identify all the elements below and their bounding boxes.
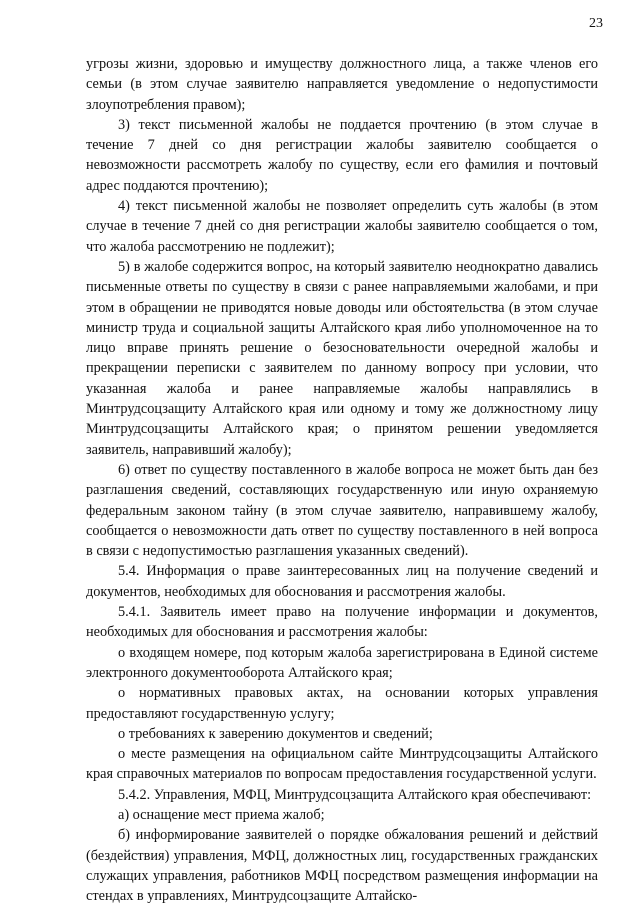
- page-number: 23: [589, 16, 603, 31]
- list-item-website: о месте размещения на официальном сайте Минтрудсоцзащиты Алтайского края справочных материалов по вопросам предоставления государственной услуги.: [86, 746, 598, 783]
- list-item-legal-acts: о нормативных правовых актах, на основании которых управления предоставляют государственную услугу;: [86, 685, 598, 722]
- list-item-b: б) информирование заявителей о порядке обжалования решений и действий (бездействия) управления, МФЦ, должностных лиц, государственных гражданских служащих управления, работников МФЦ посредством размещения информации на стендах в управлениях, Минтрудсоцзащите Алтайско-: [86, 827, 598, 905]
- paragraph-item-5: 5) в жалобе содержится вопрос, на который заявителю неоднократно давались письменные ответы по существу в связи с ранее направляемыми жалобами, и при этом в обращении не приводятся новые доводы или обстоятельства (в этом случае министр труда и социальной защиты Алтайского края либо уполномоченное на то лицо вправе принять решение о безосновательности очередной жалобы и прекращении переписки с заявителем по данному вопросу при условии, что указанная жалоба и ранее направляемые жалобы направлялись в Минтрудсоцзащиту Алтайского края или одному и тому же должностному лицу Минтрудсоцзащиты Алтайского края; о принятом решении уведомляется заявитель, направивший жалобу);: [86, 258, 598, 458]
- list-item-a: а) оснащение мест приема жалоб;: [118, 806, 325, 823]
- section-5-4: 5.4. Информация о праве заинтересованных лиц на получение сведений и документов, необходимых для обоснования и рассмотрения жалобы.: [86, 563, 598, 600]
- list-item-certification: о требованиях к заверению документов и сведений;: [118, 725, 433, 742]
- paragraph-item-3: 3) текст письменной жалобы не поддается прочтению (в этом случае в течение 7 дней со дня регистрации жалобы заявителю сообщается о невозможности рассмотреть жалобу по существу, если его фамилия и почтовый адрес поддаются прочтению);: [86, 116, 598, 194]
- section-5-4-2: 5.4.2. Управления, МФЦ, Минтрудсоцзащита Алтайского края обеспечивают:: [118, 786, 592, 803]
- paragraph-item-6: 6) ответ по существу поставленного в жалобе вопроса не может быть дан без разглашения сведений, составляющих государственную или иную охраняемую федеральным законом тайну (в этом случае заявителю, направившему жалобу, сообщается о невозможности дать ответ по существу поставленного в ней вопроса в связи с недопустимостью разглашения указанных сведений).: [86, 461, 598, 560]
- list-item-incoming-number: о входящем номере, под которым жалоба зарегистрирована в Единой системе электронного документооборота Алтайского края;: [86, 644, 598, 681]
- document-body: [86, 54, 598, 906]
- paragraph-item-4: 4) текст письменной жалобы не позволяет определить суть жалобы (в этом случае в течение 7 дней со дня регистрации жалобы заявителю сообщается о том, что жалоба рассмотрению не подлежит);: [86, 198, 598, 255]
- paragraph-continuation: угрозы жизни, здоровью и имуществу должностного лица, а также членов его семьи (в этом случае заявителю направляется уведомление о недопустимости злоупотребления правом);: [86, 56, 598, 113]
- section-5-4-1: 5.4.1. Заявитель имеет право на получение информации и документов, необходимых для обоснования и рассмотрения жалобы:: [86, 604, 598, 641]
